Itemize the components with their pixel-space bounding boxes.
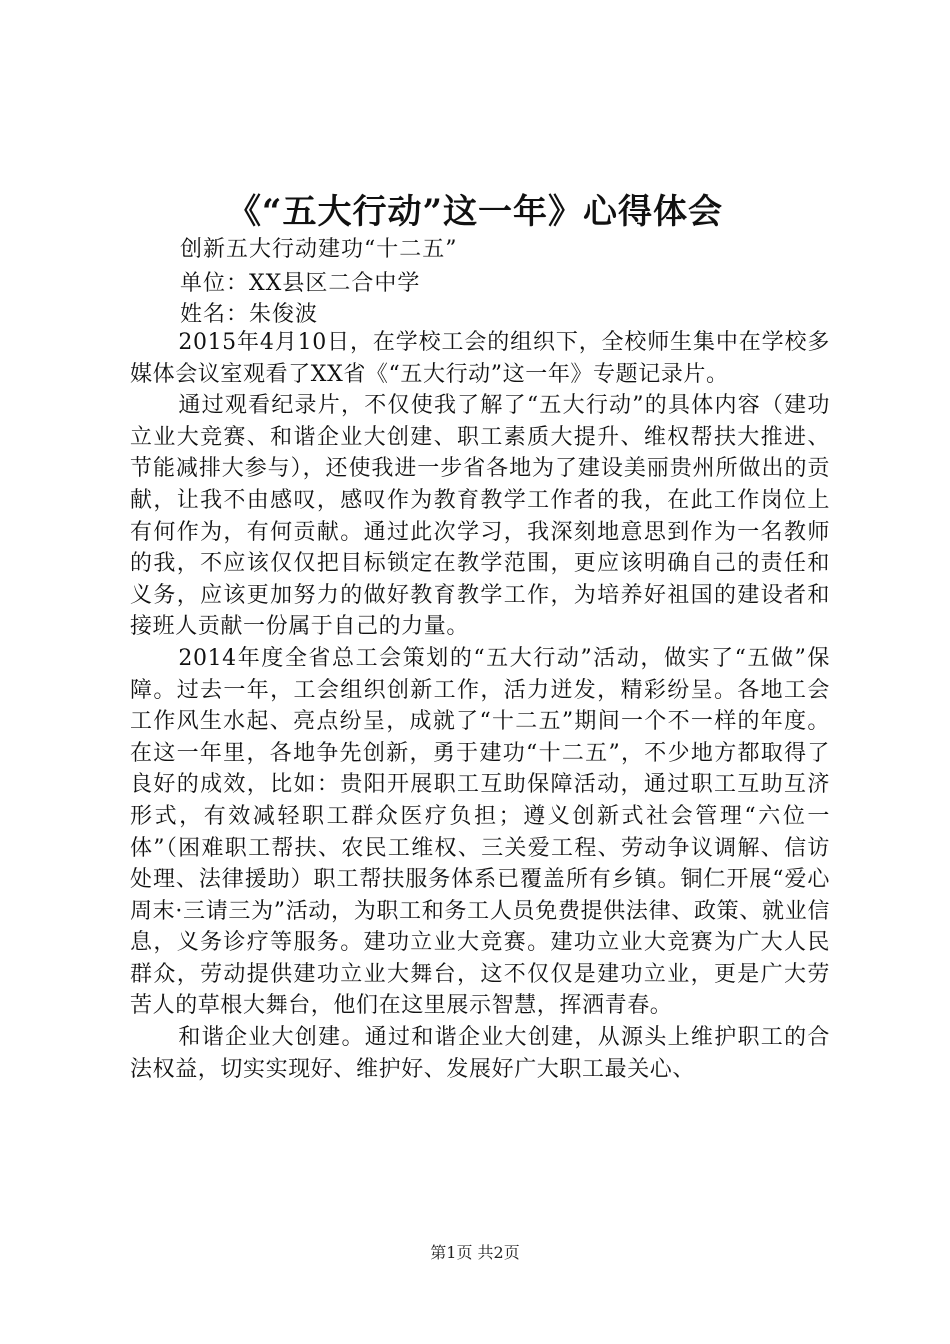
- document-body: [130, 327, 830, 1085]
- page-footer: 第1页 共2页: [430, 1243, 520, 1262]
- document-subtitle: 创新五大行动建功“十二五”: [180, 237, 458, 262]
- paragraph-2: 通过观看纪录片，不仅使我了解了“五大行动”的具体内容（建功立业大竞赛、和谐企业大创建、职工素质大提升、维权帮扶大推进、节能减排大参与），还使我进一步省各地为了建设美丽贵州所做出的贡献，让我不由感叹，感叹作为教育教学工作者的我，在此工作岗位上有何作为，有何贡献。通过此次学习，我深刻地意思到作为一名教师的我，不应该仅仅把目标锁定在教学范围，更应该明确自己的责任和义务，应该更加努力的做好教育教学工作，为培养好祖国的建设者和接班人贡献一份属于自己的力量。: [130, 393, 830, 640]
- paragraph-3: 2014年度全省总工会策划的“五大行动”活动，做实了“五做”保障。过去一年，工会组织创新工作，活力迸发，精彩纷呈。各地工会工作风生水起、亮点纷呈，成就了“十二五”期间一个不一样的年度。在这一年里，各地争先创新，勇于建功“十二五”，不少地方都取得了良好的成效，比如：贵阳开展职工互助保障活动，通过职工互助互济形式，有效减轻职工群众医疗负担；遵义创新式社会管理“六位一体”（困难职工帮扶、农民工维权、三关爱工程、劳动争议调解、信访处理、法律援助）职工帮扶服务体系已覆盖所有乡镇。铜仁开展“爱心周末·三请三为”活动，为职工和务工人员免费提供法律、政策、就业信息，义务诊疗等服务。建功立业大竞赛。建功立业大竞赛为广大人民群众，劳动提供建功立业大舞台，这不仅仅是建功立业，更是广大劳苦人的草根大舞台，他们在这里展示智慧，挥洒青春。: [130, 645, 830, 1019]
- paragraph-4: 和谐企业大创建。通过和谐企业大创建，从源头上维护职工的合法权益，切实实现好、维护好、发展好广大职工最关心、: [130, 1025, 830, 1082]
- document-title: 《“五大行动”这一年》心得体会: [226, 192, 724, 232]
- paragraph-1: 2015年4月10日，在学校工会的组织下，全校师生集中在学校多媒体会议室观看了XX省《“五大行动”这一年》专题记录片。: [130, 330, 830, 387]
- author-name: 姓名：朱俊波: [180, 302, 319, 327]
- author-unit: 单位：XX县区二合中学: [180, 271, 421, 296]
